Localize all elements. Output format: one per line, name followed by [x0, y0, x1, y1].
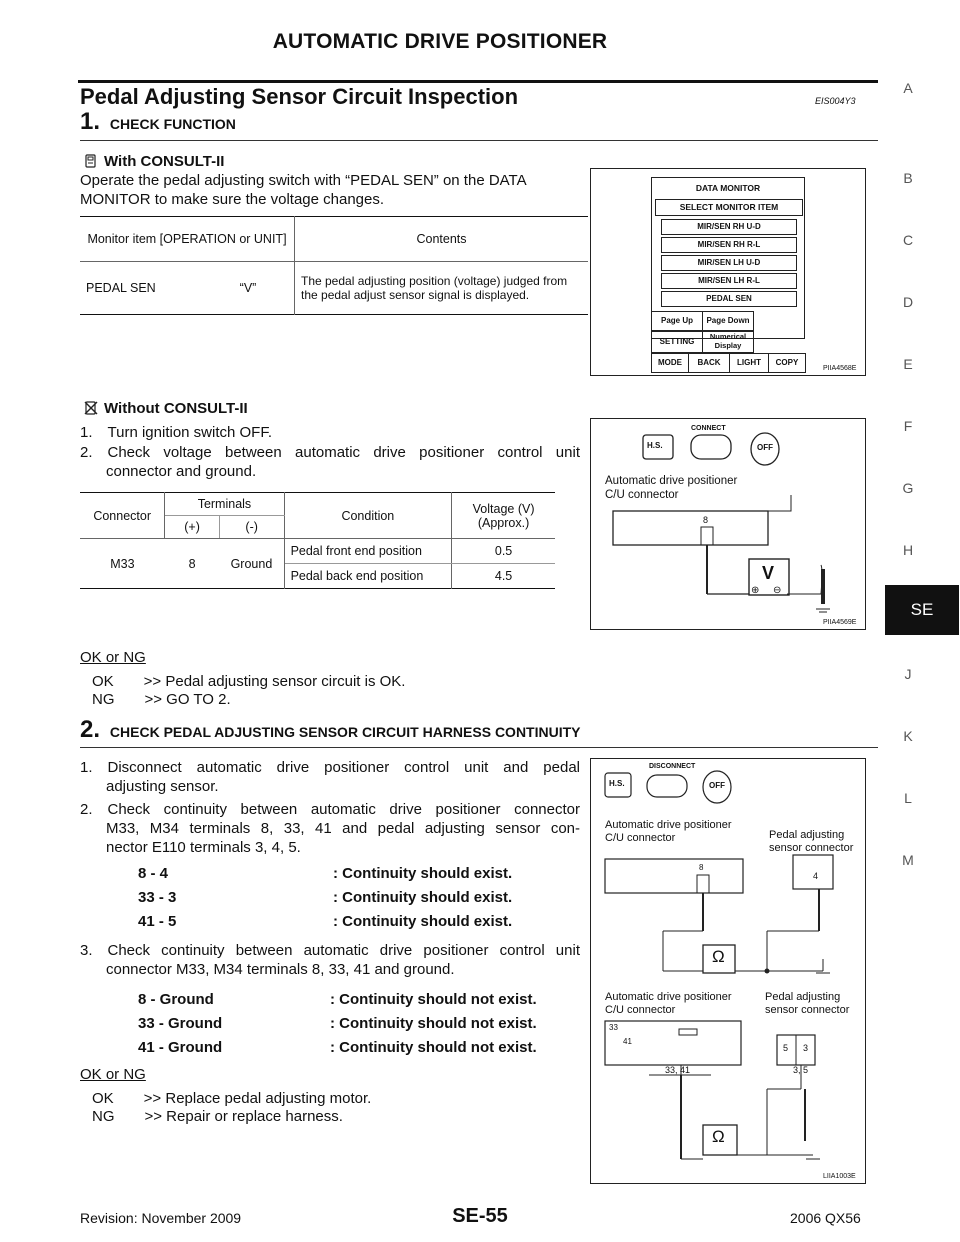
monitor-item-3: MIR/SEN LH U-D	[661, 255, 797, 271]
monitor-header-contents: Contents	[416, 232, 467, 246]
fig2-pin-8: 8	[703, 515, 709, 525]
figure-1-code: PIIA4568E	[823, 365, 857, 372]
sidebar-tab-l[interactable]: L	[904, 790, 912, 806]
fig3-ps-label-4: sensor connector	[765, 1004, 850, 1016]
mode-button[interactable]: MODE	[651, 353, 689, 373]
cont2-result-3: : Continuity should not exist.	[330, 1039, 537, 1056]
monitor-header-item: Monitor item [OPERATION or UNIT]	[80, 217, 295, 262]
footer-model: 2006 QX56	[790, 1210, 861, 1226]
ignition-off-icon: OFF	[757, 443, 773, 452]
fig3-cu-label-1: Automatic drive positioner	[605, 819, 732, 831]
step2-list-1b: adjusting sensor.	[106, 778, 219, 795]
step2-okng: OK or NG	[80, 1066, 146, 1083]
fig3-cu-label-3: Automatic drive positioner	[605, 991, 732, 1003]
monitor-item-1: MIR/SEN RH U-D	[661, 219, 797, 235]
ohmmeter-icon-1: Ω	[712, 947, 725, 966]
step1-ng-result: NG >> GO TO 2.	[92, 691, 231, 708]
voltage-check-figure	[590, 418, 866, 630]
meter-plus: ⊕	[751, 585, 760, 596]
with-consult-label	[84, 152, 224, 171]
vt-plus: 8	[188, 556, 196, 571]
cont2-pair-2: 33 - Ground	[138, 1015, 223, 1032]
cont1-pair-3: 41 - 5	[138, 913, 177, 930]
monitor-item-2: MIR/SEN RH R-L	[661, 237, 797, 253]
step-2-title: CHECK PEDAL ADJUSTING SENSOR CIRCUIT HARNESS CONTINUITY	[109, 724, 581, 740]
cont1-result-3: : Continuity should exist.	[333, 913, 513, 930]
fig3-ignition-off-icon: OFF	[709, 781, 725, 790]
fig3-cu-label-2: C/U connector	[605, 832, 676, 844]
fig3-ps-label-3: Pedal adjusting	[765, 991, 841, 1003]
fig3-pin-41: 41	[623, 1037, 632, 1046]
figure-3-code: LIIA1003E	[823, 1173, 856, 1180]
setting-button[interactable]: SETTING	[651, 331, 703, 353]
voltage-table	[80, 492, 555, 589]
monitor-row-unit: “V”	[202, 262, 295, 315]
voltage-check-diagram	[591, 419, 865, 629]
step-2-heading	[80, 716, 581, 744]
sidebar-tab-a[interactable]: A	[903, 80, 913, 96]
data-monitor-figure	[590, 168, 866, 376]
fig2-connector-label-2: C/U connector	[605, 489, 679, 501]
header-rule	[78, 80, 878, 83]
fig3-label-33-41: 33, 41	[665, 1065, 691, 1075]
hs-badge: H.S.	[647, 441, 663, 450]
footer-revision: Revision: November 2009	[80, 1210, 242, 1226]
back-button[interactable]: BACK	[688, 353, 730, 373]
figure-2-code: PIIA4569E	[823, 619, 857, 626]
disconnect-label: DISCONNECT	[649, 763, 696, 770]
vt-voltage-2: 4.5	[494, 569, 513, 583]
step1-list-2b: connector and ground.	[106, 463, 257, 480]
vt-header-terminals: Terminals	[165, 493, 284, 516]
fig3-label-3-5: 3, 5	[793, 1065, 809, 1075]
vt-header-voltage: Voltage (V) (Approx.)	[452, 493, 555, 539]
cont1-pair-2: 33 - 3	[138, 889, 177, 906]
step1-okng: OK or NG	[80, 649, 146, 666]
copy-button[interactable]: COPY	[768, 353, 806, 373]
cont2-result-1: : Continuity should not exist.	[330, 991, 537, 1008]
section-code: EIS004Y3	[815, 96, 856, 106]
step2-ok-result: OK >> Replace pedal adjusting motor.	[92, 1090, 372, 1107]
cont1-result-1: : Continuity should exist.	[333, 865, 513, 882]
step2-list-2b: M33, M34 terminals 8, 33, 41 and pedal adjusting sensor con-	[106, 820, 580, 837]
vt-header-connector: Connector	[80, 493, 165, 539]
without-consult-label	[84, 399, 248, 418]
page-down-button[interactable]: Page Down	[702, 311, 754, 331]
fig3-pin-33: 33	[609, 1023, 618, 1032]
vt-voltage-1: 0.5	[452, 539, 555, 564]
fig3-pin-3: 3	[803, 1043, 809, 1053]
step2-list-2a: 2. Check continuity between automatic drive positioner connector	[80, 801, 580, 818]
vt-header-minus: (-)	[219, 516, 284, 539]
meter-minus: ⊖	[773, 585, 782, 596]
section-title-text: Pedal Adjusting Sensor Circuit Inspection	[80, 84, 519, 109]
cont2-pair-3: 41 - Ground	[138, 1039, 223, 1056]
numerical-display-button[interactable]: Numerical Display	[702, 331, 754, 353]
with-consult-text: With CONSULT-II	[104, 153, 225, 170]
step1-ok-result: OK >> Pedal adjusting sensor circuit is OK.	[92, 673, 406, 690]
step1-list-1: 1. Turn ignition switch OFF.	[80, 424, 273, 441]
fig3-pin-4: 4	[813, 871, 819, 881]
monitor-item-5: PEDAL SEN	[661, 291, 797, 307]
monitor-row-contents: The pedal adjusting position (voltage) judged from the pedal adjust sensor signal is displayed.	[301, 274, 568, 302]
sidebar-tab-c[interactable]: C	[902, 232, 914, 248]
fig3-ps-label-1: Pedal adjusting	[769, 829, 845, 841]
vt-minus: Ground	[219, 539, 284, 589]
fig3-ps-label-2: sensor connector	[769, 842, 854, 854]
without-consult-text: Without CONSULT-II	[104, 400, 248, 417]
vt-connector: M33	[110, 556, 135, 571]
fig3-pin-8: 8	[699, 863, 704, 872]
section-title	[80, 84, 518, 110]
sidebar-tab-m[interactable]: M	[902, 852, 914, 868]
continuity-check-figure	[590, 758, 866, 1184]
sidebar-tab-k[interactable]: K	[903, 728, 913, 744]
sidebar-tab-se-active[interactable]: SE	[885, 585, 959, 635]
fig2-connector-label-1: Automatic drive positioner	[605, 475, 738, 487]
page-header-title: AUTOMATIC DRIVE POSITIONER	[272, 30, 608, 53]
page-up-button[interactable]: Page Up	[651, 311, 703, 331]
step-2-number: 2.	[80, 716, 101, 743]
sidebar-tab-j[interactable]: J	[904, 666, 912, 682]
step-1-number: 1.	[80, 108, 101, 135]
step2-list-3b: connector M33, M34 terminals 8, 33, 41 and ground.	[106, 961, 455, 978]
sidebar-tab-b[interactable]: B	[903, 170, 913, 186]
footer-page-number: SE-55	[452, 1205, 508, 1227]
consult-icon	[84, 154, 98, 168]
step-1-rule	[80, 140, 878, 141]
sidebar-tab-f[interactable]: F	[903, 418, 913, 434]
cont2-result-2: : Continuity should not exist.	[330, 1015, 537, 1032]
monitor-title: DATA MONITOR	[695, 183, 761, 193]
voltmeter-icon: V	[762, 563, 775, 583]
sidebar-tab-d[interactable]: D	[902, 294, 914, 310]
light-button[interactable]: LIGHT	[729, 353, 769, 373]
step2-ng-result: NG >> Repair or replace harness.	[92, 1108, 343, 1125]
cont1-pair-1: 8 - 4	[138, 865, 169, 882]
step-2-rule	[80, 747, 878, 748]
step-1-heading	[80, 108, 236, 136]
step1-list-2a: 2. Check voltage between automatic drive positioner control unit	[80, 444, 580, 461]
step-1-title: CHECK FUNCTION	[109, 116, 236, 132]
connect-label: CONNECT	[691, 425, 726, 432]
vt-header-condition: Condition	[284, 493, 452, 539]
fig3-pin-5: 5	[783, 1043, 789, 1053]
monitor-row-item: PEDAL SEN	[86, 281, 156, 295]
fig3-cu-label-4: C/U connector	[605, 1004, 676, 1016]
with-text-1: Operate the pedal adjusting switch with “PEDAL SEN” on the DATA	[80, 172, 527, 189]
step2-list-3a: 3. Check continuity between automatic drive positioner control unit	[80, 942, 580, 959]
step2-list-2c: nector E110 terminals 3, 4, 5.	[106, 839, 301, 856]
no-consult-icon	[84, 401, 98, 415]
sidebar-tab-e[interactable]: E	[903, 356, 913, 372]
step2-list-1a: 1. Disconnect automatic drive positioner control unit and pedal	[80, 759, 580, 776]
cont1-result-2: : Continuity should exist.	[333, 889, 513, 906]
fig3-hs-badge: H.S.	[609, 779, 625, 788]
cont2-pair-1: 8 - Ground	[138, 991, 214, 1008]
sidebar-tab-g[interactable]: G	[902, 480, 914, 496]
monitor-select-item: SELECT MONITOR ITEM	[655, 199, 803, 216]
with-text-2: MONITOR to make sure the voltage changes.	[80, 191, 385, 208]
ohmmeter-icon-2: Ω	[712, 1127, 725, 1146]
sidebar-tab-h[interactable]: H	[902, 542, 914, 558]
monitor-table	[80, 216, 588, 315]
vt-header-plus: (+)	[165, 516, 219, 539]
vt-condition-1: Pedal front end position	[284, 539, 452, 564]
monitor-item-4: MIR/SEN LH R-L	[661, 273, 797, 289]
vt-condition-2: Pedal back end position	[284, 564, 452, 589]
